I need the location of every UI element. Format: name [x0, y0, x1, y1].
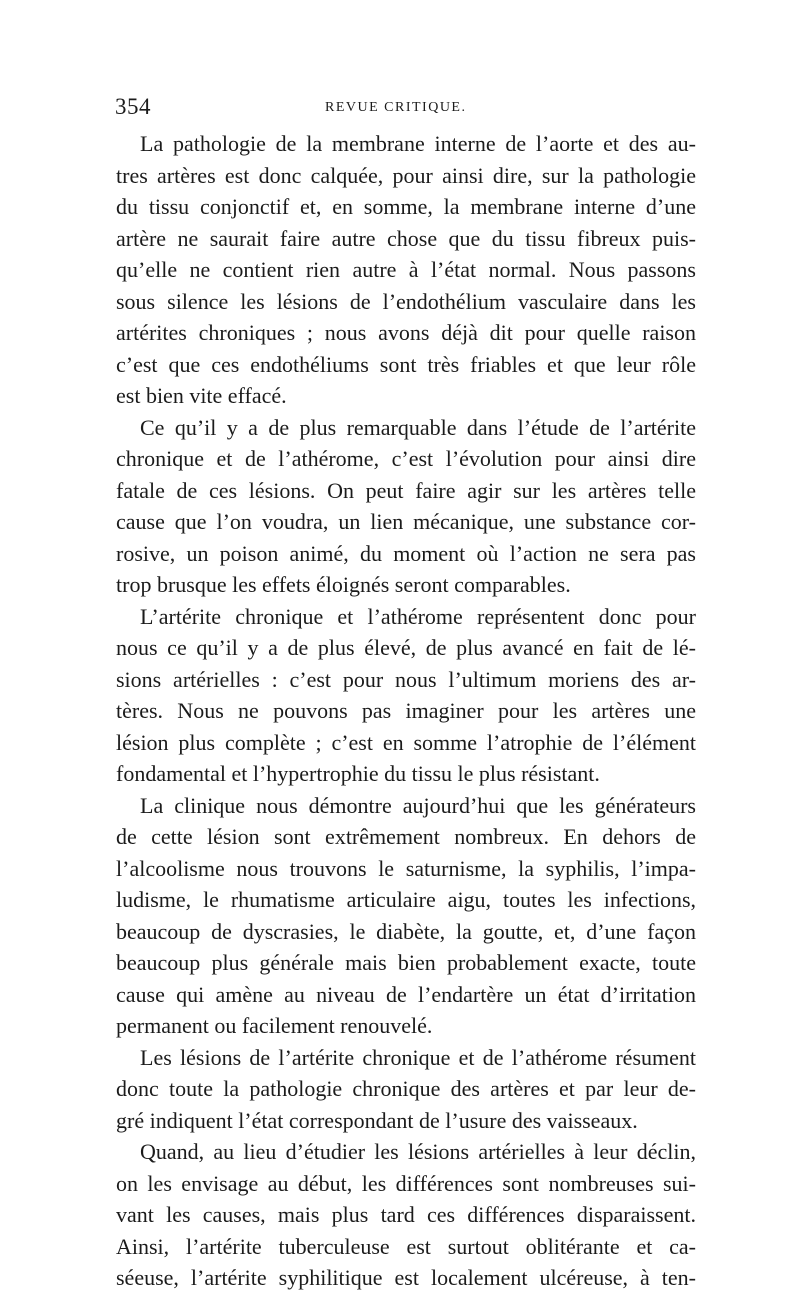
text-line: artère ne saurait faire autre chose que du tissu fibreux puis- — [116, 225, 696, 251]
text-line: La clinique nous démontre aujourd’hui que les générateurs — [140, 792, 696, 818]
text-line: sous silence les lésions de l’endothélium vasculaire dans les — [116, 288, 696, 314]
page-number: 354 — [115, 94, 151, 119]
text-line: Les lésions de l’artérite chronique et de l’athérome résument — [140, 1044, 696, 1070]
text-line: Quand, au lieu d’étudier les lésions artérielles à leur déclin, — [140, 1139, 696, 1164]
text-line: La pathologie de la membrane interne de l’aorte et des au- — [140, 131, 696, 156]
text-line: l’alcoolisme nous trouvons le saturnisme, la syphilis, l’impa- — [116, 855, 696, 881]
text-line: donc toute la pathologie chronique des artères et par leur de- — [116, 1076, 696, 1101]
text-line: séeuse, l’artérite syphilitique est localement ulcéreuse, à ten- — [116, 1265, 696, 1290]
text-line: vant les causes, mais plus tard ces différences disparaissent. — [116, 1202, 696, 1227]
text-line: fatale de ces lésions. On peut faire agir sur les artères telle — [116, 477, 696, 503]
text-line: cause que l’on voudra, un lien mécanique, une substance cor- — [116, 509, 696, 534]
text-line: artérites chroniques ; nous avons déjà dit pour quelle raison — [116, 320, 696, 345]
text-line: Ainsi, l’artérite tuberculeuse est surtout oblitérante et ca- — [116, 1233, 696, 1259]
text-line: nous ce qu’il y a de plus élevé, de plus avancé en fait de lé- — [116, 635, 696, 660]
text-line: de cette lésion sont extrêmement nombreux. En dehors de — [116, 824, 696, 849]
body-text — [116, 128, 696, 1294]
text-line: chronique et de l’athérome, c’est l’évolution pour ainsi dire — [116, 446, 696, 471]
text-line: beaucoup plus générale mais bien probablement exacte, toute — [116, 950, 696, 975]
text-line: qu’elle ne contient rien autre à l’état normal. Nous passons — [116, 257, 696, 282]
text-line: Ce qu’il y a de plus remarquable dans l’étude de l’artérite — [140, 414, 696, 440]
text-line: permanent ou facilement renouvelé. — [116, 1013, 433, 1038]
text-line: tères. Nous ne pouvons pas imaginer pour les artères une — [116, 698, 696, 723]
page-header — [115, 94, 705, 124]
text-line: cause qui amène au niveau de l’endartère un état d’irritation — [116, 981, 696, 1007]
text-line: beaucoup de dyscrasies, le diabète, la goutte, et, d’une façon — [116, 918, 696, 944]
text-line: c’est que ces endothéliums sont très friables et que leur rôle — [116, 351, 696, 377]
text-line: sions artérielles : c’est pour nous l’ultimum moriens des ar- — [116, 666, 696, 692]
text-line: on les envisage au début, les différences sont nombreuses sui- — [116, 1170, 696, 1196]
text-line: L’artérite chronique et l’athérome représentent donc pour — [140, 603, 696, 629]
text-line: gré indiquent l’état correspondant de l’usure des vaisseaux. — [116, 1107, 638, 1133]
text-line: est bien vite effacé. — [116, 383, 287, 408]
text-line: trop brusque les effets éloignés seront comparables. — [116, 572, 571, 597]
text-line: lésion plus complète ; c’est en somme l’atrophie de l’élément — [116, 729, 696, 755]
running-title: REVUE CRITIQUE. — [325, 100, 467, 115]
text-line: du tissu conjonctif et, en somme, la membrane interne d’une — [116, 194, 696, 219]
text-line: tres artères est donc calquée, pour ainsi dire, sur la pathologie — [116, 162, 696, 188]
text-line: ludisme, le rhumatisme articulaire aigu, toutes les infections, — [116, 887, 696, 912]
text-line: rosive, un poison animé, du moment où l’action ne sera pas — [116, 540, 696, 566]
text-line: fondamental et l’hypertrophie du tissu le plus résistant. — [116, 761, 600, 786]
